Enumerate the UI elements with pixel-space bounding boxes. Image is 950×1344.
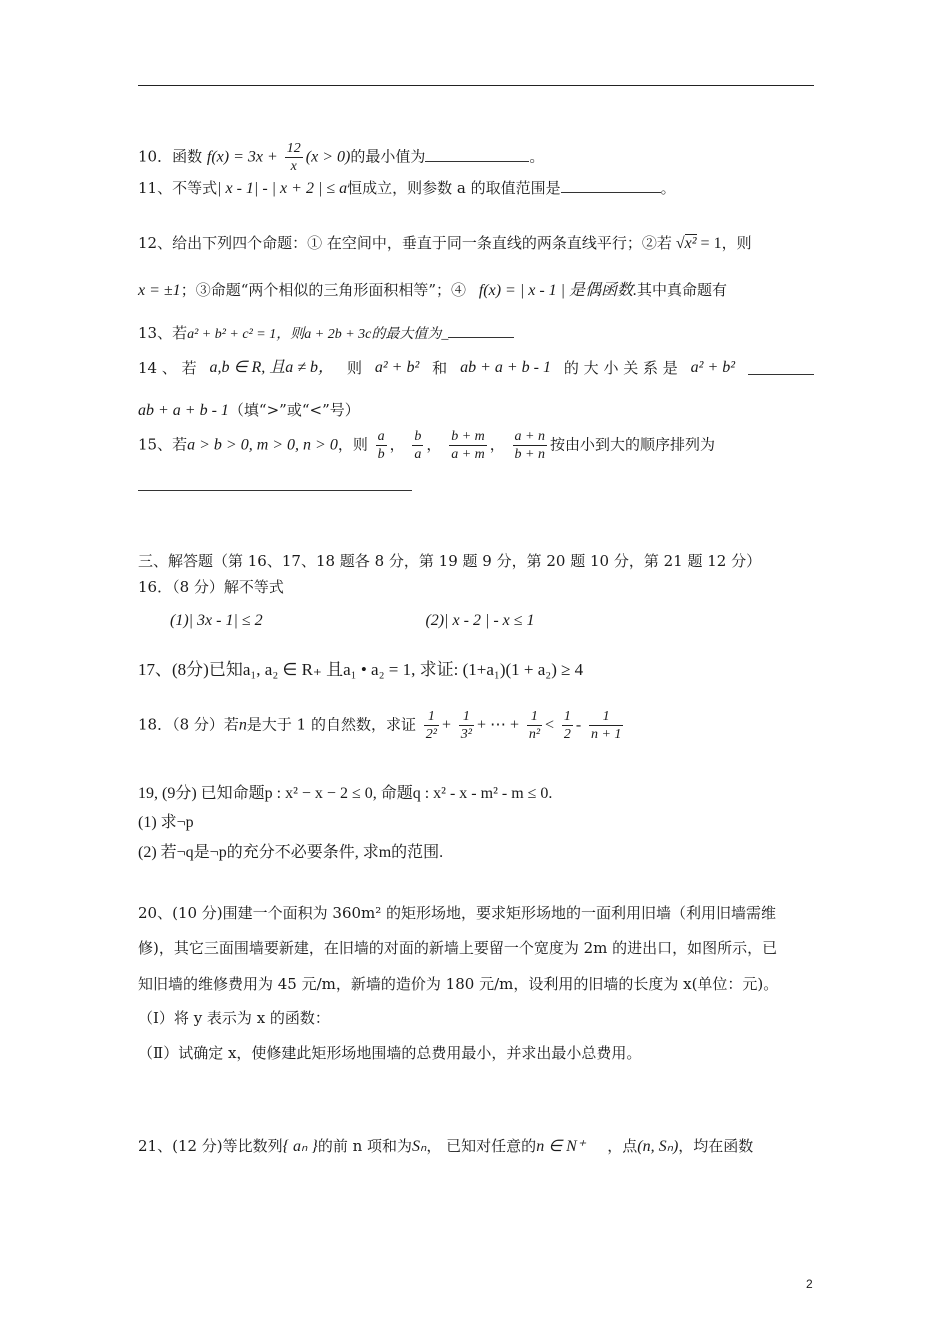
fraction-b-over-a: $\frac{b}{a}$ [414,429,422,462]
question-12-line-1: 12、给出下列四个命题：① 在空间中，垂直于同一条直线的两条直线平行；②若 √x² = 1，则 [138,234,752,252]
fraction-a-over-b: $\frac{a}{b}$ [377,429,385,462]
question-10: 10．函数 f(x) = 3x + $\frac{12}{x}$ (x > 0)的最小值为 。 [138,141,545,174]
question-11: 11、不等式| x - 1| - | x + 2 | ≤ a恒成立，则参数 a 的取值范围是 。 [138,179,676,197]
question-16-parts: (1)| 3x - 1| ≤ 2 (2)| x - 2 | - x ≤ 1 [170,612,535,629]
answer-blank [561,180,661,193]
header-rule [138,85,814,86]
section-heading: 三、解答题（第 16、17、18 题各 8 分，第 19 题 9 分，第 20 题 10 分，第 21 题 12 分） [138,552,762,570]
question-20-line-1: 20、(10 分)围建一个面积为 360m² 的矩形场地，要求矩形场地的一面利用旧墙（利用旧墙需维 [138,904,777,922]
fraction-1-over-2sq: $\frac{1}{\text{2²}}$ [425,709,437,742]
function-expression: f(x) = 3x + [206,148,282,166]
question-16: 16．（8 分）解不等式 [138,578,284,596]
answer-blank [138,478,412,491]
sqrt-expression: √x² [675,235,697,252]
question-12-line-2: x = ±1；③命题“两个相似的三角形面积相等”；④ f(x) = | x - 1 | 是偶函数.其中真命题有 [138,281,728,299]
fraction-an-over-bn: $\frac{a + n}{b + n}$ [514,429,545,462]
fraction-1-over-nsq: $\frac{1}{\text{n²}}$ [528,709,541,742]
fraction-1-over-3sq: $\frac{1}{\text{3²}}$ [460,709,472,742]
question-19-line-1: 19, (9分) 已知命题p : x² − x − 2 ≤ 0, 命题q : x² - x - m² - m ≤ 0. [138,785,553,802]
question-21: 21、(12 分)等比数列{ aₙ }的前 n 项和为Sₙ， 已知对任意的n ∈ N⁺ ，点(n, Sₙ)，均在函数 [138,1137,754,1155]
question-13: 13、若a² + b² + c² = 1，则a + 2b + 3c的最大值为_ [138,323,514,345]
fraction-1-over-2: $\frac{1}{2}$ [563,709,571,742]
question-20-line-4: （Ⅰ）将 y 表示为 x 的函数： [138,1009,330,1027]
page-number: 2 [806,1277,813,1291]
fraction-bm-over-am: $\frac{b + m}{a + m}$ [451,429,485,462]
question-20-line-3: 知旧墙的维修费用为 45 元/m，新墙的造价为 180 元/m，设利用的旧墙的长度为 x(单位：元)。 [138,975,779,993]
question-17: 17、(8分)已知a₁, a₂ ∈ R₊ 且a₁ • a₂ = 1, 求证: (1+a₁)(1 + a₂) ≥ 4 [138,660,584,679]
question-14-line-1: 14 、 若 a,b ∈ R, 且a ≠ b， 则 a² + b² 和 ab + a + b - 1 的 大 小 关 系 是 a² + b² [138,358,814,378]
question-18: 18．（8 分）若n是大于 1 的自然数，求证 $\frac{1}{\text{2²}}$ + $\frac{1}{\text{3²}}$ + ⋯ + $\frac{1}{\text{n²}}$ < $\frac{1}{2}$ - $\frac{1}{n + 1}$ [138,709,622,742]
answer-blank [425,149,529,162]
question-19-line-3: (2) 若¬q是¬p的充分不必要条件, 求m的范围. [138,844,444,861]
question-14-line-2: ab + a + b - 1（填“>”或“<”号） [138,401,360,419]
fraction-1-over-n-plus-1: $\frac{1}{n + 1}$ [590,709,622,742]
question-20-line-2: 修)，其它三面围墙要新建，在旧墙的对面的新墙上要留一个宽度为 2m 的进出口，如图所示，已 [138,939,778,957]
question-20-line-5: （Ⅱ）试确定 x，使修建此矩形场地围墙的总费用最小，并求出最小总费用。 [138,1044,642,1062]
question-19-line-2: (1) 求¬p [138,814,194,831]
answer-blank [748,362,814,375]
answer-blank [448,325,514,338]
fraction-12-over-x: $\frac{12}{x}$ [286,141,301,174]
question-15: 15、若a > b > 0, m > 0, n > 0，则 $\frac{a}{b}$ ， $\frac{b}{a}$ ， $\frac{b + m}{a + m}$ ， $\frac{a + n}{b + n}$ 按由小到大的顺序排列为 [138,429,716,462]
